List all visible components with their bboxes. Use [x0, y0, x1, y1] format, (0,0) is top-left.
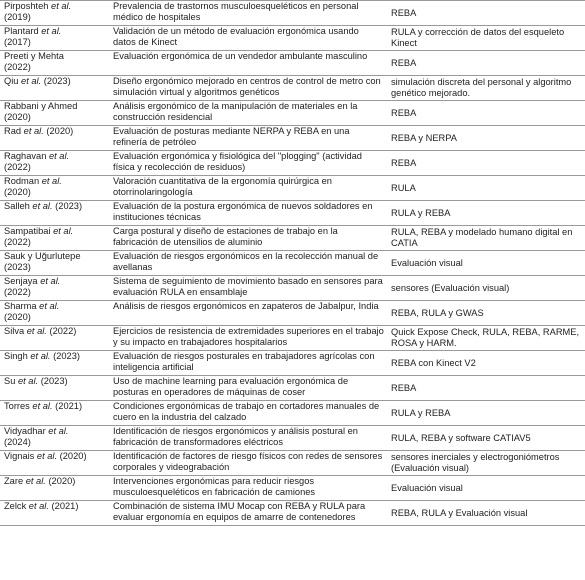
description-cell: Prevalencia de trastornos musculoesqueléticos en personal médico de hospitales [109, 1, 387, 26]
author-cell [0, 276, 109, 301]
author-line [4, 26, 106, 37]
description-cell: Evaluación de posturas mediante NERPA y REBA en una refinería de petróleo [109, 126, 387, 151]
author-year: (2020) [57, 451, 87, 461]
author-year-line [4, 237, 106, 248]
author-name: Su [4, 376, 16, 386]
author-cell [0, 351, 109, 376]
method-cell: RULA, REBA y modelado humano digital en CATIA [387, 226, 585, 251]
author-etal: et al. [26, 501, 49, 511]
description-cell: Sistema de seguimiento de movimiento basado en sensores para evaluación RULA en ensamblaje [109, 276, 387, 301]
method-cell: RULA y REBA [387, 201, 585, 226]
author-name: Senjaya [4, 276, 38, 286]
author-cell [0, 301, 109, 326]
description-cell: Evaluación ergonómica y fisiológica del "plogging" (actividad física y recolección de residuos) [109, 151, 387, 176]
method-cell: sensores (Evaluación visual) [387, 276, 585, 301]
author-year: (2023) [50, 351, 80, 361]
method-cell: REBA, RULA y GWAS [387, 301, 585, 326]
author-line [4, 201, 106, 212]
author-name: Pirposhteh [4, 1, 49, 11]
author-year: (2020) [4, 112, 31, 122]
description-cell: Uso de machine learning para evaluación ergonómica de posturas en operadores de máquinas de coser [109, 376, 387, 401]
table-row [0, 76, 585, 101]
author-etal: et al. [39, 176, 62, 186]
table-row [0, 376, 585, 401]
author-year: (2023) [4, 262, 31, 272]
author-year: (2020) [43, 126, 74, 136]
table-row [0, 476, 585, 501]
method-cell: REBA [387, 51, 585, 76]
author-year-line [4, 62, 106, 73]
author-year: (2024) [4, 437, 31, 447]
description-cell: Evaluación de la postura ergonómica de nuevos soldadores en instituciones técnicas [109, 201, 387, 226]
description-cell: Diseño ergonómico mejorado en centros de control de metro con simulación virtual y algoritmos genéticos [109, 76, 387, 101]
author-name: Raghavan [4, 151, 47, 161]
author-line [4, 251, 106, 262]
author-year-line [4, 262, 106, 273]
author-etal: et al. [34, 451, 58, 461]
description-cell: Validación de un método de evaluación ergonómica usando datos de Kinect [109, 26, 387, 51]
author-name: Torres [4, 401, 30, 411]
author-cell [0, 176, 109, 201]
author-line [4, 151, 106, 162]
author-year: (2023) [52, 201, 83, 211]
table-row [0, 126, 585, 151]
table-row [0, 201, 585, 226]
author-year: (2020) [4, 187, 31, 197]
author-cell [0, 326, 109, 351]
author-etal: et al. [36, 301, 60, 311]
author-year: (2020) [45, 476, 76, 486]
author-cell [0, 126, 109, 151]
author-year: (2022) [46, 326, 77, 336]
author-name: Vignais [4, 451, 35, 461]
method-cell: RULA [387, 176, 585, 201]
author-name: Rodman [4, 176, 40, 186]
author-name: Zelck [4, 501, 27, 511]
table-row [0, 401, 585, 426]
author-name: Vidyadhar [4, 426, 46, 436]
author-line [4, 51, 106, 62]
author-cell [0, 101, 109, 126]
author-etal: et al. [27, 351, 51, 361]
method-cell: Evaluación visual [387, 251, 585, 276]
author-cell [0, 251, 109, 276]
author-name: Qiu [4, 76, 19, 86]
author-cell [0, 226, 109, 251]
author-line [4, 276, 106, 287]
author-year: (2020) [4, 312, 31, 322]
description-cell: Intervenciones ergonómicas para reducir riesgos musculoesqueléticos en fabricación de camiones [109, 476, 387, 501]
author-year: (2022) [4, 287, 31, 297]
author-line [4, 176, 106, 187]
author-etal: et al. [21, 126, 44, 136]
description-cell: Análisis de riesgos ergonómicos en zapateros de Jabalpur, India [109, 301, 387, 326]
description-cell: Valoración cuantitativa de la ergonomía quirúrgica en otorrinolaringología [109, 176, 387, 201]
author-year: (2022) [4, 62, 31, 72]
description-cell: Evaluación ergonómica de un vendedor ambulante masculino [109, 51, 387, 76]
table-row [0, 151, 585, 176]
author-year: (2022) [4, 237, 31, 247]
description-cell: Combinación de sistema IMU Mocap con REBA y RULA para evaluar ergonomía en equipos de amarre de contenedores [109, 501, 387, 526]
author-year-line [4, 162, 106, 173]
author-line [4, 376, 106, 387]
author-cell [0, 51, 109, 76]
method-cell: REBA [387, 101, 585, 126]
author-etal: et al. [50, 226, 74, 236]
author-name: Sharma [4, 301, 37, 311]
method-cell: REBA [387, 376, 585, 401]
author-cell [0, 76, 109, 101]
description-cell: Análisis ergonómico de la manipulación de materiales en la construcción residencial [109, 101, 387, 126]
author-cell [0, 201, 109, 226]
author-name: Sampatibai [4, 226, 51, 236]
author-name: Rabbani y Ahmed [4, 101, 78, 111]
author-line [4, 401, 106, 412]
author-name: Plantard [4, 26, 39, 36]
author-line [4, 326, 106, 337]
description-cell: Carga postural y diseño de estaciones de trabajo en la fabricación de utensilios de aluminio [109, 226, 387, 251]
method-cell: REBA y NERPA [387, 126, 585, 151]
author-line [4, 1, 106, 12]
author-cell [0, 376, 109, 401]
method-cell: REBA con Kinect V2 [387, 351, 585, 376]
author-etal: et al. [24, 326, 47, 336]
method-cell: REBA [387, 151, 585, 176]
author-year: (2021) [48, 501, 79, 511]
author-etal: et al. [46, 151, 70, 161]
author-name: Singh [4, 351, 28, 361]
table-row [0, 276, 585, 301]
author-etal: et al. [15, 376, 39, 386]
description-cell: Ejercicios de resistencia de extremidades superiores en el trabajo y su impacto en trabajadores hospitalarios [109, 326, 387, 351]
author-etal: et al. [29, 201, 53, 211]
author-line [4, 351, 106, 362]
author-year-line [4, 312, 106, 323]
author-year: (2019) [4, 12, 31, 22]
method-cell: Evaluación visual [387, 476, 585, 501]
author-year-line [4, 437, 106, 448]
author-etal: et al. [45, 426, 69, 436]
author-etal: et al. [38, 26, 62, 36]
author-line [4, 126, 106, 137]
author-year-line [4, 187, 106, 198]
author-year: (2023) [41, 76, 71, 86]
author-etal: et al. [48, 1, 72, 11]
author-line [4, 301, 106, 312]
table-row [0, 51, 585, 76]
author-line [4, 101, 106, 112]
method-cell: REBA [387, 1, 585, 26]
author-year-line [4, 12, 106, 23]
method-cell: simulación discreta del personal y algoritmo genético mejorado. [387, 76, 585, 101]
author-year: (2022) [4, 162, 31, 172]
author-cell [0, 151, 109, 176]
description-cell: Evaluación de riesgos posturales en trabajadores agrícolas con inteligencia artificial [109, 351, 387, 376]
author-year: (2023) [38, 376, 68, 386]
method-cell: REBA, RULA y Evaluación visual [387, 501, 585, 526]
method-cell: sensores inerciales y electrogoniómetros (Evaluación visual) [387, 451, 585, 476]
method-cell: RULA y REBA [387, 401, 585, 426]
author-cell [0, 401, 109, 426]
author-year: (2021) [52, 401, 83, 411]
table-row [0, 351, 585, 376]
author-cell [0, 451, 109, 476]
description-cell: Condiciones ergonómicas de trabajo en cortadores manuales de cuero en la industria del calzado [109, 401, 387, 426]
method-cell: RULA, REBA y software CATIAV5 [387, 426, 585, 451]
author-cell [0, 26, 109, 51]
author-line [4, 476, 106, 487]
table-row [0, 176, 585, 201]
table-row [0, 101, 585, 126]
table-row [0, 301, 585, 326]
author-line [4, 451, 106, 462]
table-row [0, 451, 585, 476]
author-line [4, 501, 106, 512]
table-row [0, 226, 585, 251]
author-etal: et al. [29, 401, 53, 411]
author-cell [0, 501, 109, 526]
references-table-body [0, 1, 585, 526]
author-cell [0, 1, 109, 26]
author-name: Preeti y Mehta [4, 51, 64, 61]
author-line [4, 226, 106, 237]
method-cell: RULA y corrección de datos del esqueleto Kinect [387, 26, 585, 51]
author-cell [0, 426, 109, 451]
table-row [0, 426, 585, 451]
author-year: (2017) [4, 37, 31, 47]
author-year-line [4, 37, 106, 48]
table-row [0, 326, 585, 351]
table-row [0, 501, 585, 526]
author-etal: et al. [37, 276, 61, 286]
author-name: Zare [4, 476, 24, 486]
description-cell: Identificación de riesgos ergonómicos y análisis postural en fabricación de transformadores eléctricos [109, 426, 387, 451]
author-cell [0, 476, 109, 501]
table-row [0, 26, 585, 51]
table-row [0, 1, 585, 26]
author-name: Rad [4, 126, 22, 136]
author-etal: et al. [23, 476, 46, 486]
author-etal: et al. [18, 76, 42, 86]
author-year-line [4, 287, 106, 298]
author-year-line [4, 112, 106, 123]
author-line [4, 426, 106, 437]
author-name: Salleh [4, 201, 30, 211]
method-cell: Quick Expose Check, RULA, REBA, RARME, ROSA y HARM. [387, 326, 585, 351]
description-cell: Evaluación de riesgos ergonómicos en la recolección manual de avellanas [109, 251, 387, 276]
description-cell: Identificación de factores de riesgo físicos con redes de sensores corporales y videograbación [109, 451, 387, 476]
author-line [4, 76, 106, 87]
author-name: Silva [4, 326, 25, 336]
table-row [0, 251, 585, 276]
author-name: Sauk y Uğurlutepe [4, 251, 81, 261]
